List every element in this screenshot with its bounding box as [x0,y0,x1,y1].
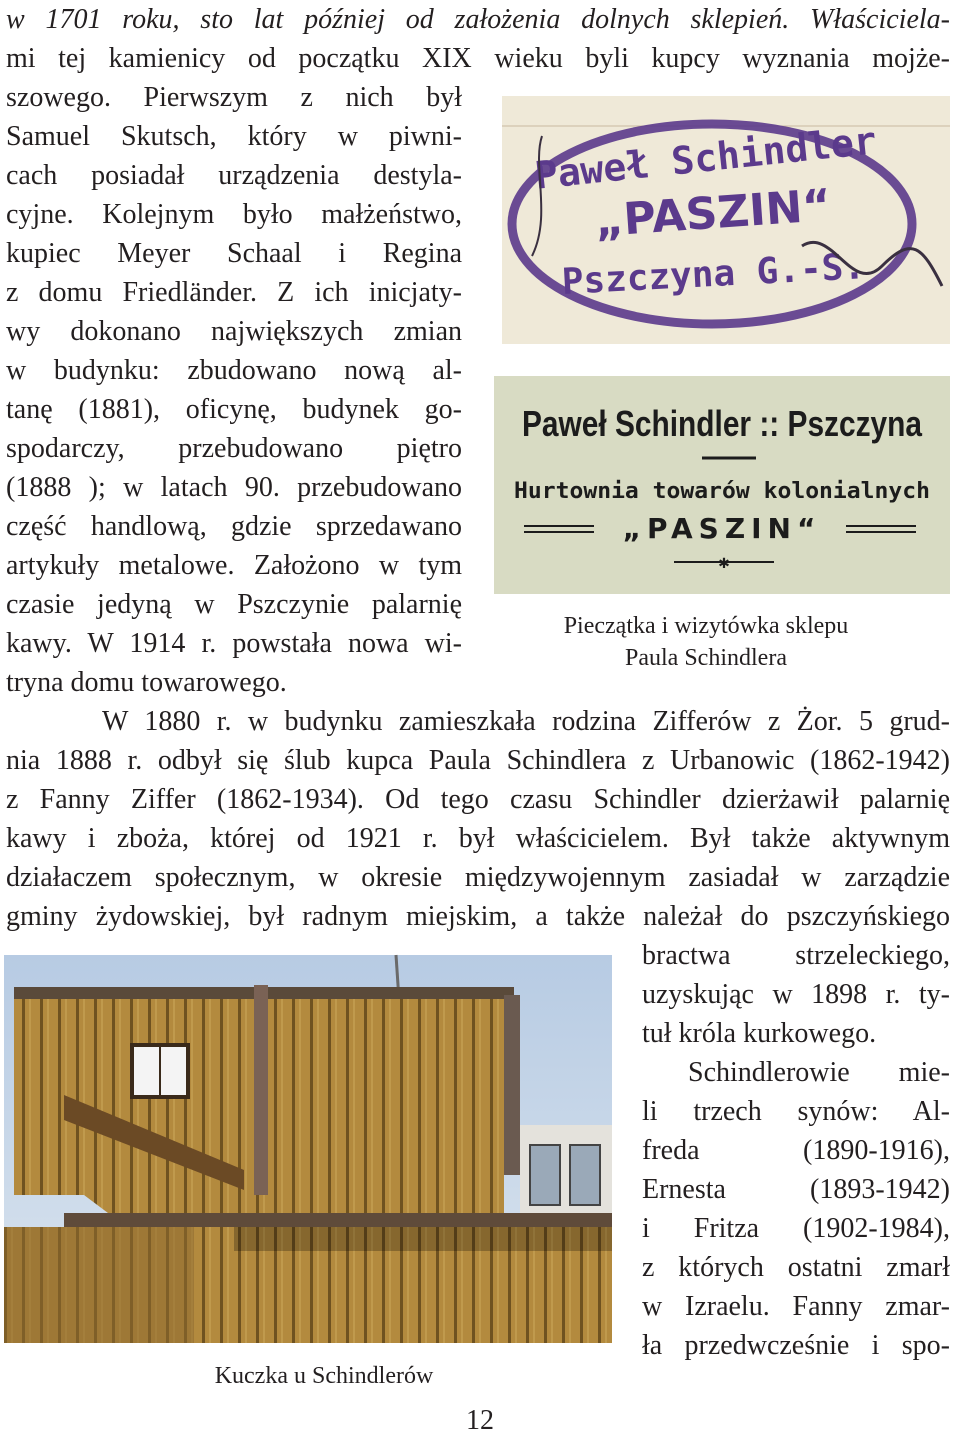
text-line: kawy. W 1914 r. powstała nowa wi- [6,628,462,659]
text-line: czasie jedyną w Pszczynie palarnię [6,589,462,620]
text-line: część handlową, gdzie sprzedawano [6,511,462,542]
text-line: szowego. Pierwszym z nich był [6,82,462,113]
text-line: i Fritza (1902-1984), [642,1213,950,1244]
text-line: li trzech synów: Al- [642,1096,950,1127]
card-title: Paweł Schindler :: Pszczyna [522,403,923,444]
text-line: wy dokonano największych zmian [6,316,462,347]
stamp-line-3: Pszczyna G.-S. [560,246,866,303]
text-line: z domu Friedländer. Z ich inicjaty- [6,277,462,308]
text-line: (1888 ); w latach 90. przebudowano [6,472,462,503]
text-line: freda (1890-1916), [642,1135,950,1166]
text-line: Ernesta (1893-1942) [642,1174,950,1205]
house-photo [4,955,612,1343]
text-line: tuł króla kurkowego. [642,1018,877,1049]
text-line: artykuły metalowe. Założono w tym [6,550,462,581]
text-line: kawy i zboża, której od 1921 r. był właścicielem. Był także aktywnym [6,823,950,854]
stamp-image [502,96,950,344]
photo-caption: Kuczka u Schindlerów [214,1363,434,1389]
stamp-card-caption-line-2: Paula Schindlera [625,645,787,671]
card-brand: „PASZIN“ [622,512,822,545]
text-line: w budynku: zbudowano nową al- [6,355,462,386]
house-photo-drawing [4,955,612,1343]
text-line: tryna domu towarowego. [6,667,287,698]
text-line: gminy żydowskiej, był radnym miejskim, a także należał do pszczyńskiego [6,901,950,932]
ornament-icon: ✱ [718,556,730,572]
card-subtitle: Hurtownia towarów kolonialnych [514,479,930,504]
text-line: cach posiadał urządzenia destyla- [6,160,462,191]
text-line: uzyskując w 1898 r. ty- [642,979,950,1010]
text-line: w 1701 roku, sto lat później od założenia dolnych sklepień. Właściciela- [6,4,950,35]
stamp-line-2: „PASZIN“ [593,179,833,248]
text-line: W 1880 r. w budynku zamieszkała rodzina Zifferów z Żor. 5 grud- [102,706,950,737]
text-line: działaczem społecznym, w okresie międzywojennym zasiadał w zarządzie [6,862,950,893]
stamp-line-1: Paweł Schindler [532,118,879,198]
text-line: kupiec Meyer Schaal i Regina [6,238,462,269]
stamp-card-caption-line-1: Pieczątka i wizytówka sklepu [563,613,849,639]
text-line: ła przedwcześnie i spo- [642,1330,950,1361]
text-line: Samuel Skutsch, który w piwni- [6,121,462,152]
text-line: nia 1888 r. odbył się ślub kupca Paula Schindlera z Urbanowic (1862-1942) [6,745,950,776]
text-line: z Fanny Ziffer (1862-1934). Od tego czasu Schindler dzierżawił palarnię [6,784,950,815]
stamp-drawing [502,96,950,344]
text-line: Schindlerowie mie- [688,1057,950,1088]
text-line: cyjne. Kolejnym było małżeństwo, [6,199,462,230]
card-drawing [494,376,950,594]
business-card-image [494,376,950,594]
text-line: z których ostatni zmarł [642,1252,950,1283]
text-line: mi tej kamienicy od początku XIX wieku byli kupcy wyznania mojże- [6,43,950,74]
text-line: tanę (1881), oficynę, budynek go- [6,394,462,425]
text-line: w Izraelu. Fanny zmar- [642,1291,950,1322]
text-line: spodarczy, przebudowano piętro [6,433,462,464]
page-number: 12 [466,1405,494,1436]
text-line: bractwa strzeleckiego, [642,940,950,971]
